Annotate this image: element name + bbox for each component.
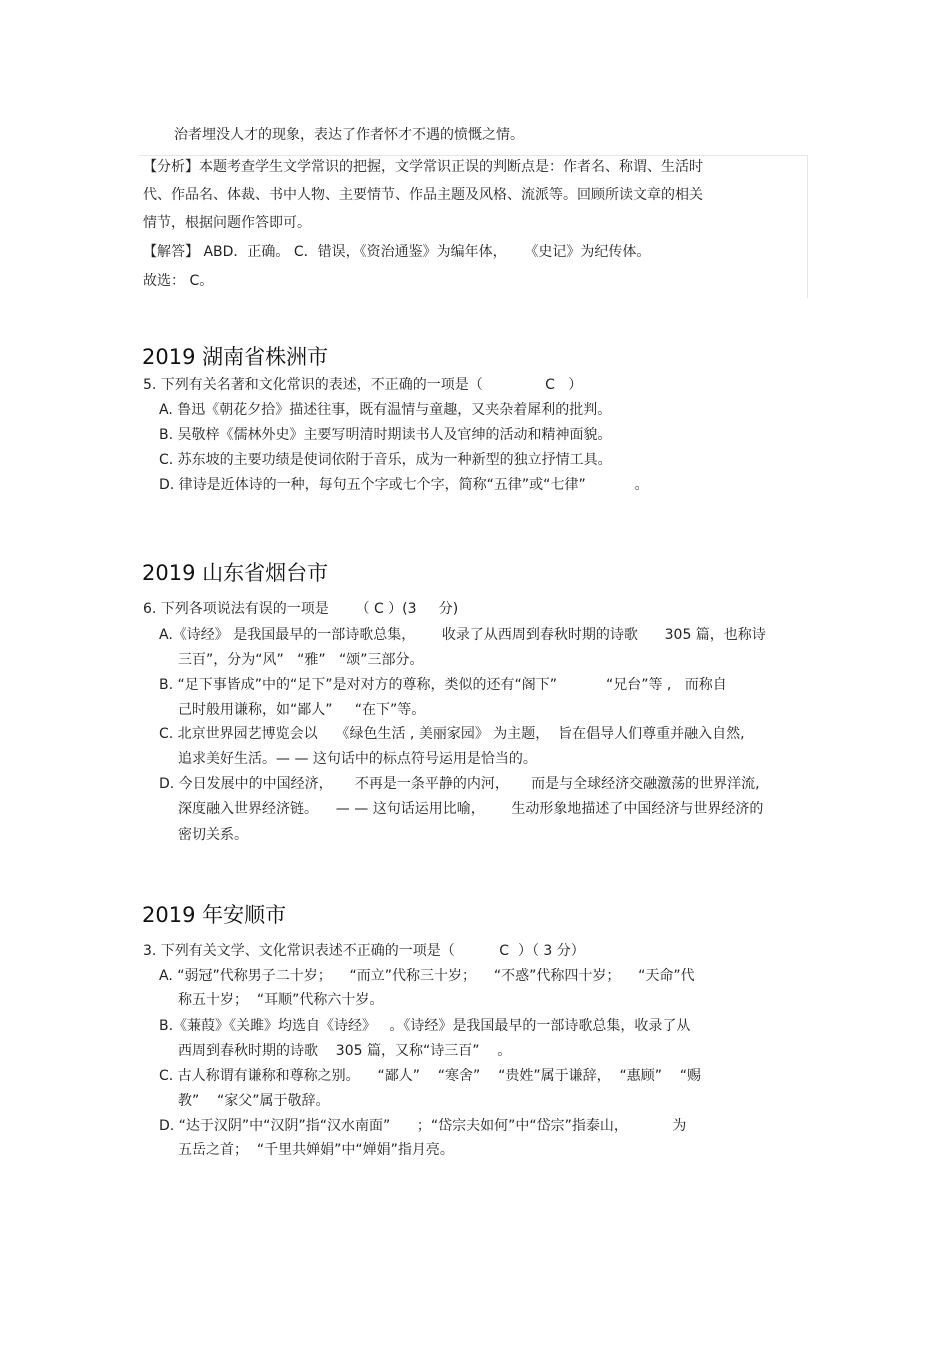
analysis-line-2: 代、作品名、体裁、书中人物、主要情节、作品主题及风格、流派等。回顾所读文章的相关 [143,187,703,203]
option-line: D. “达于汉阴”中“汉阴”指“汉水南面” ；“岱宗夫如何”中“岱宗”指泰山， 为 [159,1118,687,1134]
option-line: D. 律诗是近体诗的一种，每句五个字或七个字，简称“五律”或“七律” 。 [159,477,649,493]
option-line: A. “弱冠”代称男子二十岁； “而立”代称三十岁； “不惑”代称四十岁； “天命”代 [159,968,695,984]
option-line: A. 鲁迅《朝花夕拾》描述往事，既有温情与童趣，又夹杂着犀利的批判。 [159,402,612,418]
section-heading: 2019 山东省烟台市 [142,561,329,585]
option-continuation: 称五十岁； “耳顺”代称六十岁。 [178,992,384,1008]
option-continuation: 追求美好生活。— — 这句话中的标点符号运用是恰当的。 [178,751,537,767]
question-stem: 3. 下列有关文学、文化常识表述不正确的一项是（ C ）（ 3 分） [143,943,585,959]
option-continuation: 己时般用谦称，如“鄙人” “在下”等。 [178,702,426,718]
answer-line: 【解答】 ABD．正确。 C．错误，《资治通鉴》为编年体， 《史记》为纪传体。 [143,244,651,260]
option-line: B. “足下事皆成”中的“足下”是对对方的尊称，类似的还有“阁下” “兄台”等 , 而称自 [159,677,727,693]
option-line: D. 今日发展中的中国经济， 不再是一条平静的内河， 而是与全球经济交融激荡的世界洋流, [159,776,760,792]
section-heading: 2019 湖南省株洲市 [142,345,329,369]
option-continuation: 五岳之首； “千里共婵娟”中“婵娟”指月亮。 [178,1142,454,1158]
analysis-line-3: 情节，根据问题作答即可。 [143,215,311,231]
option-line: B. 吴敬梓《儒林外史》主要写明清时期读书人及官绅的活动和精神面貌。 [159,427,612,443]
analysis-line-1: 【分析】本题考查学生文学常识的把握，文学常识正误的判断点是：作者名、称谓、生活时 [143,159,703,175]
option-continuation: 密切关系。 [178,827,248,843]
option-continuation: 教” “家父”属于敬辞。 [178,1093,330,1109]
option-continuation: 西周到春秋时期的诗歌 305 篇，又称“诗三百” 。 [178,1043,512,1059]
option-continuation: 三百”，分为“风” “雅” “颂”三部分。 [178,652,424,668]
question-stem: 5. 下列有关名著和文化常识的表述，不正确的一项是（ C ） [143,377,583,393]
question-stem: 6. 下列各项说法有误的一项是 （ C ）(3 分) [143,601,459,617]
option-line: A.《诗经》 是我国最早的一部诗歌总集， 收录了从西周到春秋时期的诗歌 305 篇，也称诗 [159,627,766,643]
option-line: B.《蒹葭》《关雎》均选自《诗经》 。《诗经》是我国最早的一部诗歌总集，收录了从 [159,1018,691,1034]
conclusion-line: 故选： C。 [143,273,214,289]
section-heading: 2019 年安顺市 [142,903,287,927]
continuation-line: 治者埋没人才的现象，表达了作者怀才不遇的愤慨之情。 [174,127,524,143]
option-line: C. 苏东坡的主要功绩是使词依附于音乐，成为一种新型的独立抒情工具。 [159,452,612,468]
option-line: C. 古人称谓有谦称和尊称之别。 “鄙人” “寒舍” “贵姓”属于谦辞， “惠顾” “赐 [159,1068,702,1084]
option-continuation: 深度融入世界经济链。 — — 这句话运用比喻， 生动形象地描述了中国经济与世界经济的 [178,801,764,817]
option-line: C. 北京世界园艺博览会以 《绿色生活 , 美丽家园》 为主题， 旨在倡导人们尊重并融入自然, [159,726,745,742]
